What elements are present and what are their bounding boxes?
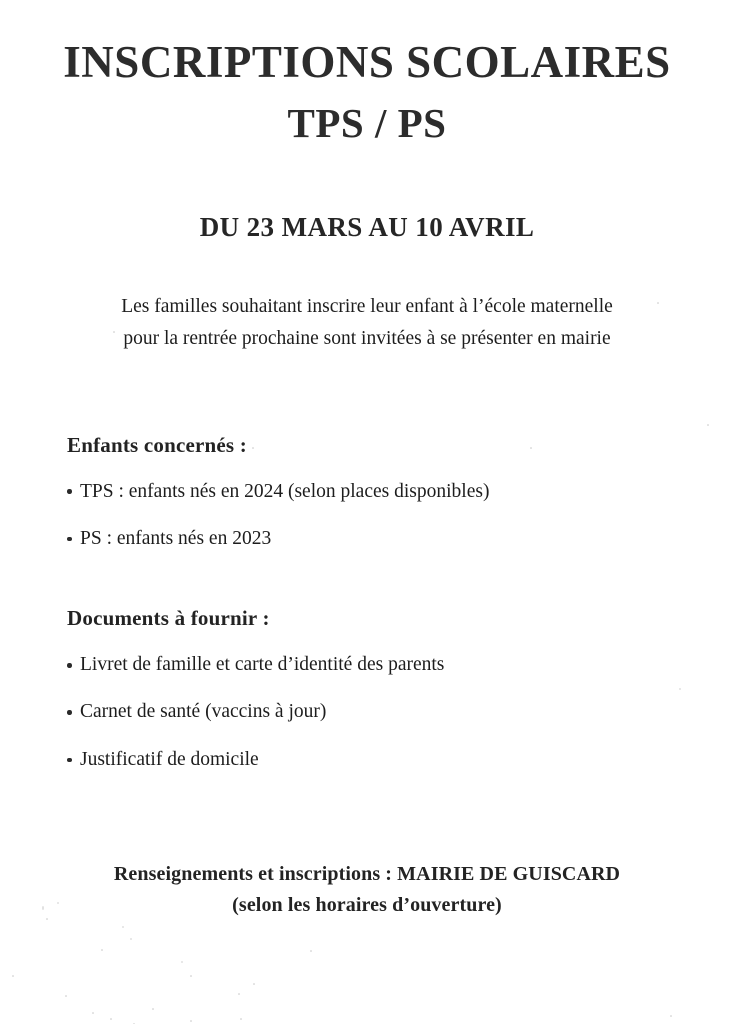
list-item-label: Livret de famille et carte d’identité des parents bbox=[80, 654, 445, 676]
list-item bbox=[67, 747, 694, 773]
footer-line-2: (selon les horaires d’ouverture) bbox=[232, 894, 502, 917]
list-item-label: PS : enfants nés en 2023 bbox=[80, 527, 272, 549]
list-item bbox=[67, 526, 694, 552]
bullet-icon bbox=[67, 663, 72, 668]
list-item-label: TPS : enfants nés en 2024 (selon places disponibles) bbox=[80, 480, 490, 502]
enfants-list bbox=[67, 479, 694, 553]
section-heading: Enfants concernés : bbox=[67, 432, 247, 457]
bullet-icon bbox=[67, 489, 72, 494]
bullet-icon bbox=[67, 537, 72, 542]
intro-line-1: Les familles souhaitant inscrire leur enfant à l’école maternelle bbox=[121, 296, 613, 318]
bullet-icon bbox=[67, 710, 72, 715]
list-item-label: Justificatif de domicile bbox=[80, 748, 259, 770]
section-heading: Documents à fournir : bbox=[67, 606, 270, 631]
intro-paragraph bbox=[77, 291, 657, 354]
intro-line-2: pour la rentrée prochaine sont invitées à se présenter en mairie bbox=[123, 327, 611, 349]
section-documents-a-fournir bbox=[67, 606, 694, 773]
poster-title-block bbox=[0, 0, 734, 150]
page-subtitle: TPS / PS bbox=[287, 100, 447, 147]
footer-contact-block bbox=[0, 859, 734, 921]
documents-list bbox=[67, 652, 694, 773]
list-item-label: Carnet de santé (vaccins à jour) bbox=[80, 701, 327, 723]
list-item bbox=[67, 652, 694, 678]
date-range: DU 23 MARS AU 10 AVRIL bbox=[199, 212, 535, 243]
footer-line-1: Renseignements et inscriptions : MAIRIE DE GUISCARD bbox=[113, 863, 621, 886]
list-item bbox=[67, 699, 694, 725]
bullet-icon bbox=[67, 758, 72, 763]
section-enfants-concernes bbox=[67, 433, 694, 553]
list-item bbox=[67, 479, 694, 505]
page-title: INSCRIPTIONS SCOLAIRES bbox=[63, 37, 671, 87]
